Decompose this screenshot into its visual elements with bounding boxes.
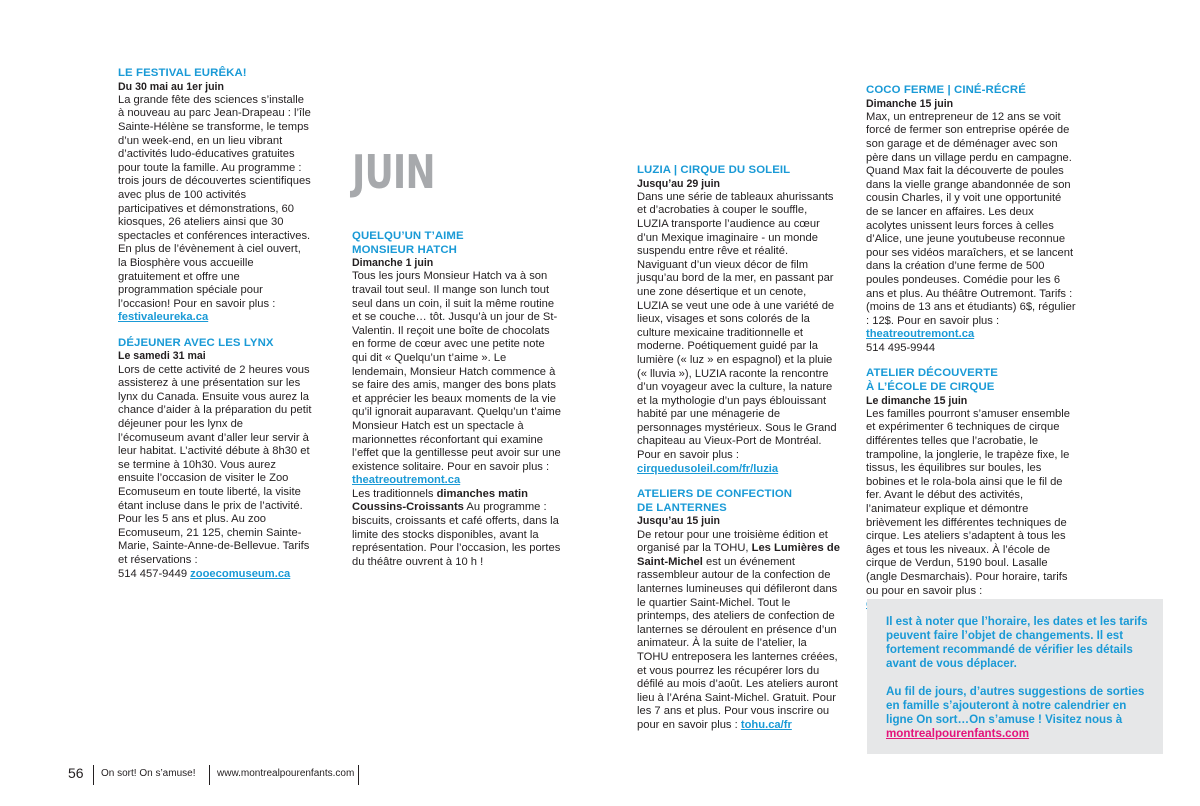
- event-title: LE FESTIVAL EURÊKA!: [118, 67, 247, 79]
- event-title: LUZIA | CIRQUE DU SOLEIL: [637, 164, 791, 176]
- event-title-line1: ATELIER DÉCOUVERTE: [866, 367, 998, 380]
- event-date: Du 30 mai au 1er juin: [118, 80, 224, 93]
- event-date: Jusqu’au 15 juin: [637, 515, 721, 528]
- event-title-line2: DE LANTERNES: [637, 501, 727, 514]
- event-lynx: [118, 337, 312, 581]
- event-description: Max, un entrepreneur de 12 ans se voit forcé de fermer son entreprise opérée de son garage et de déménager avec son père dans un village perdu en campagne. Quand Max fait la découverte de poules dans la vielle grange abandonnée de son cousin Charles, il y voit une opportunité de se lancer en affaires. Les deux acolytes unissent leurs forces à celles d’Alice, une jeune youtubeuse reconnue pour ses vidéos maraîchers, et se lancent dans la création d’une ferme de 500 poules pondeuses. Comédie pour les 6 ans et plus. Au théâtre Outremont. Tarifs : (moins de 13 ans et étudiants) 6$, régulier : 12$. Pour en savoir plus : theatreoutremont.ca 514 495-9944: [866, 110, 1076, 354]
- column-2: [352, 230, 561, 569]
- footer-divider: [209, 765, 210, 785]
- event-date: Dimanche 1 juin: [352, 257, 434, 270]
- event-date: Le samedi 31 mai: [118, 350, 206, 363]
- festivaleureka-link[interactable]: festivaleureka.ca: [118, 311, 209, 324]
- cirquedusoleil-link[interactable]: cirquedusoleil.com/fr/luzia: [637, 462, 779, 475]
- event-date: Le dimanche 15 juin: [866, 394, 968, 407]
- notice-paragraph-2: Au fil de jours, d’autres suggestions de sorties en famille s’ajouteront à notre calendrier en ligne On sort…On s’amuse ! Visitez nous à montrealpourenfants.com: [886, 685, 1145, 740]
- event-extra: Les traditionnels dimanches matin Coussins-Croissants Au programme : biscuits, croissants et café offerts, dans la limite des stocks disponibles, avant la représentation. Pour l’occasion, les portes du théâtre ouvrent à 10 h !: [352, 487, 561, 568]
- theatreoutremont-link[interactable]: theatreoutremont.ca: [866, 328, 975, 341]
- notice-box: [867, 599, 1163, 754]
- footer-divider: [358, 765, 359, 785]
- event-lanternes: [637, 488, 840, 732]
- phone-number: 514 457-9449: [118, 567, 188, 580]
- publication-name: On sort! On s’amuse!: [101, 768, 196, 779]
- notice-paragraph-1: Il est à noter que l’horaire, les dates et les tarifs peuvent faire l’objet de changements. Il est fortement recommandé de vérifier les détails avant de vous déplacer.: [886, 615, 1148, 670]
- event-description: Lors de cette activité de 2 heures vous assisterez à une présentation sur les lynx du Canada. Ensuite vous aurez la chance d’aider à la préparation du petit déjeuner pour les lynx de l’écomuseum avant d’aller leur servir à leur habitat. L’activité débute à 8h30 et se termine à 10h30. Vous aurez ensuite l’occasion de visiter le Zoo Ecomuseum en toute liberté, la visite étant incluse dans le prix de l’activité. Pour les 5 ans et plus. Au zoo Ecomuseum, 21 125, chemin Sainte-Marie, Sainte-Anne-de-Bellevue. Tarifs et réservations : 514 457-9449 zooecomuseum.ca: [118, 363, 312, 580]
- event-title-line2: MONSIEUR HATCH: [352, 243, 457, 256]
- event-description: Dans une série de tableaux ahurissants et d’acrobaties à couper le souffle, LUZIA transporte l’audience au cœur d’un Mexique imaginaire - un monde suspendu entre rêve et réalité. Naviguant d’un vieux décor de film jusqu’au bord de la mer, en passant par une zone désertique et un cenote, LUZIA se veut une ode à une variété de lieux, visages et sons colorés de la culture mexicaine traditionnelle et moderne. Poétiquement guidé par la lumière (« luz » en espagnol) et la pluie (« lluvia »), LUZIA raconte la rencontre d’un voyageur avec la culture, la nature et la mythologie d’un pays éblouissant habité par une ménagerie de personnages mystérieux. Sous le Grand chapiteau au Vieux-Port de Montréal. Pour en savoir plus : cirquedusoleil.com/fr/luzia: [637, 190, 837, 475]
- event-description: Tous les jours Monsieur Hatch va à son travail tout seul. Il mange son lunch tout seul dans un coin, il suit la même routine et se couche… tôt. Jusqu’à un jour de St-Valentin. Il reçoit une boîte de chocolats en forme de cœur avec une petite note qui dit « Quelqu’un t’aime ». Le lendemain, Monsieur Hatch commence à se faire des amis, manger des bons plats et apprécier les beaux moments de la vie qu’il ignorait auparavant. Quelqu’un t’aime Monsieur Hatch est un spectacle à marionnettes réconfortant qui examine l’effet que la gentillesse peut avoir sur une existence solitaire. Pour en savoir plus : theatreoutremont.ca: [352, 270, 561, 487]
- event-eureka: [118, 67, 312, 325]
- tohu-link[interactable]: tohu.ca/fr: [740, 718, 792, 731]
- event-date: Jusqu’au 29 juin: [637, 177, 721, 190]
- page-number: 56: [68, 765, 84, 781]
- zooecomuseum-link[interactable]: zooecomuseum.ca: [190, 567, 291, 580]
- event-title-line1: ATELIERS DE CONFECTION: [637, 488, 793, 501]
- website-url[interactable]: www.montrealpourenfants.com: [217, 768, 355, 779]
- event-title-line1: QUELQU’UN T’AIME: [352, 230, 464, 242]
- event-title-line2: À L’ÉCOLE DE CIRQUE: [866, 381, 995, 394]
- event-description: De retour pour une troisième édition et organisé par la TOHU, Les Lumières de Saint-Michel est un événement rassembleur autour de la confection de lanternes lumineuses qui défileront dans le quartier Saint-Michel. Tout le printemps, des ateliers de confection de lanternes se déroulent en présence d’un animateur. À la suite de l’atelier, la TOHU entreposera les lanternes créées, et vous pourrez les récupérer lors du défilé au mois d’août. Les ateliers auront lieu à l’Aréna Saint-Michel. Gratuit. Pour les 7 ans et plus. Pour vous inscrire ou pour en savoir plus : tohu.ca/fr: [637, 528, 840, 731]
- month-heading: JUIN: [352, 145, 435, 199]
- event-date: Dimanche 15 juin: [866, 97, 954, 110]
- event-title: DÉJEUNER AVEC LES LYNX: [118, 336, 274, 349]
- event-ecole-cirque: [866, 367, 1076, 611]
- event-description: Les familles pourront s’amuser ensemble et expérimenter 6 techniques de cirque différentes telles que l’acrobatie, le trampoline, la jonglerie, le trapèze fixe, le tissus, les équilibres sur boules, les bobines et le rola-bola ainsi que le fil de fer. Avant le début des activités, l’animateur explique et démontre brièvement les différentes techniques de cirque. Les ateliers s’adaptent à tous les âges et tous les niveaux. À l’école de cirque de Verdun, 5190 boul. Lasalle (angle Desmarchais). Pour horaire, tarifs ou pour en savoir plus :: [866, 408, 1076, 612]
- event-title: COCO FERME | CINÉ-RÉCRÉ: [866, 84, 1026, 96]
- event-coco-ferme: [866, 84, 1076, 355]
- event-description: La grande fête des sciences s’installe à nouveau au parc Jean-Drapeau : l’île Sainte-Hélène se transforme, le temps d’un week-end, en un lieu vibrant d’activités ludo-éducatives gratuites pour toute la famille. Au programme : trois jours de découvertes scientifiques avec plus de 100 activités participatives et démonstrations, 60 kiosques, 26 ateliers ainsi que 30 spectacles et conférences interactives. En plus de l’évènement à ciel ouvert, la Biosphère vous accueille gratuitement et offre une programmation spéciale pour l’occasion! Pour en savoir plus : festivaleureka.ca: [118, 93, 311, 324]
- event-hatch: [352, 230, 561, 569]
- column-4: [866, 84, 1076, 612]
- event-luzia: [637, 164, 840, 476]
- phone-number: 514 495-9944: [866, 341, 936, 354]
- montrealpourenfants-link[interactable]: montrealpourenfants.com: [886, 727, 1030, 740]
- column-3: [637, 164, 840, 733]
- column-1: [118, 67, 312, 581]
- theatreoutremont-link[interactable]: theatreoutremont.ca: [352, 474, 461, 487]
- footer-divider: [93, 765, 94, 785]
